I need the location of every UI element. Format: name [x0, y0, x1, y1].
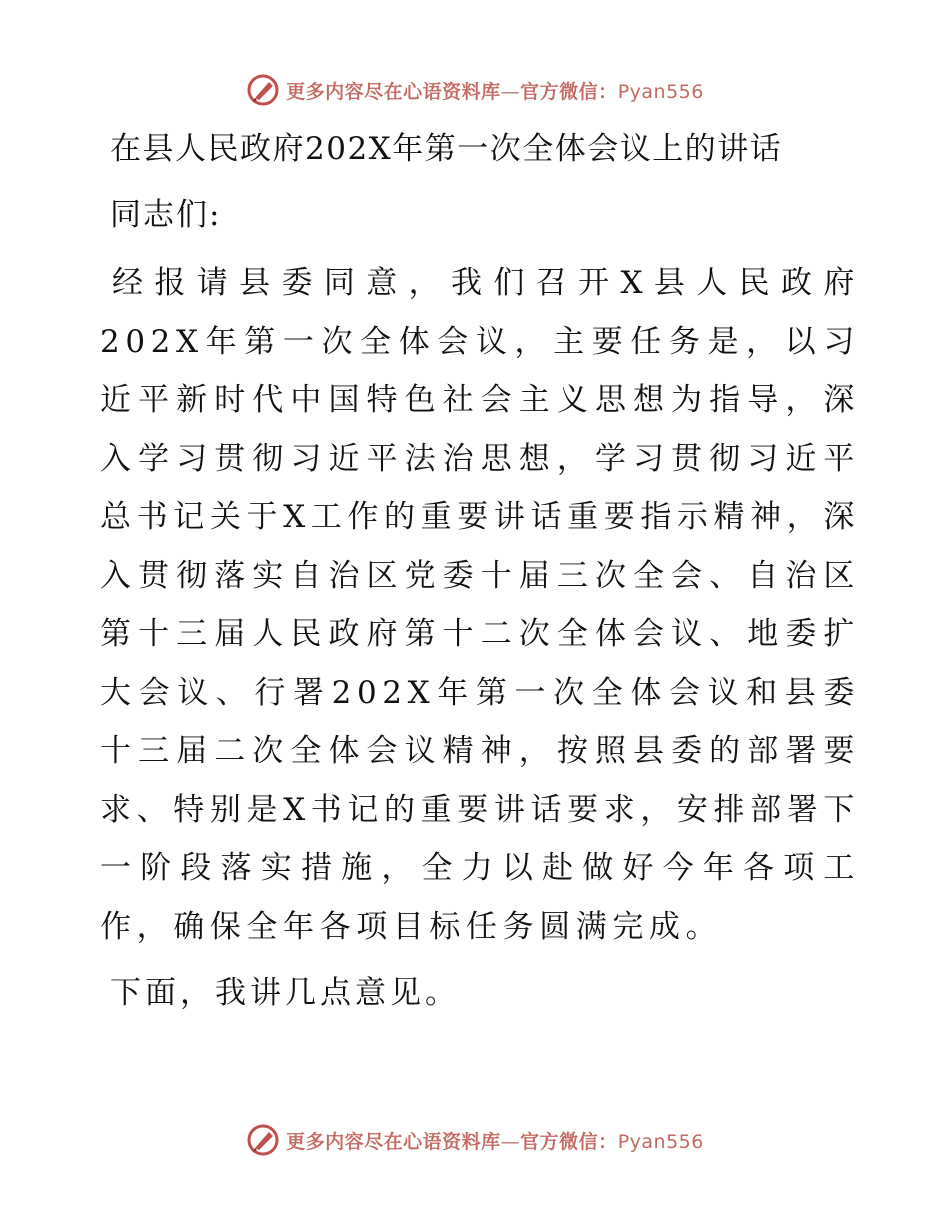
watermark-label: 官方微信： [520, 1130, 618, 1153]
watermark-brand: 更多内容尽在心语资料库 [286, 1130, 501, 1153]
closing-line: 下面，我讲几点意见。 [110, 975, 460, 1011]
watermark-separator: — [500, 1130, 521, 1153]
watermark-account: Pyan556 [617, 1130, 704, 1153]
header-watermark [0, 70, 950, 110]
body-paragraph: 经报请县委同意，我们召开X县人民政府202X年第一次全体会议，主要任务是，以习近平新时代中国特色社会主义思想为指导，深入学习贯彻习近平法治思想，学习贯彻习近平总书记关于X工作的重要讲话重要指示精神，深入贯彻落实自治区党委十届三次全会、自治区第十三届人民政府第十二次全体会议、地委扩大会议、行署202X年第一次全体会议和县委十三届二次全体会议精神，按照县委的部署要求、特别是X书记的重要讲话要求，安排部署下一阶段落实措施，全力以赴做好今年各项工作，确保全年各项目标任务圆满完成。 [100, 265, 860, 945]
pen-logo-icon [246, 1123, 280, 1157]
watermark-brand: 更多内容尽在心语资料库 [286, 80, 501, 103]
pen-logo-icon [246, 73, 280, 107]
footer-watermark [0, 1120, 950, 1160]
watermark-separator: — [500, 80, 521, 103]
document-body [100, 120, 860, 1020]
salutation: 同志们: [110, 197, 222, 233]
watermark-account: Pyan556 [617, 80, 704, 103]
document-title: 在县人民政府202X年第一次全体会议上的讲话 [110, 131, 783, 167]
watermark-label: 官方微信： [520, 80, 618, 103]
watermark-text [286, 1127, 704, 1154]
watermark-text [286, 77, 704, 104]
